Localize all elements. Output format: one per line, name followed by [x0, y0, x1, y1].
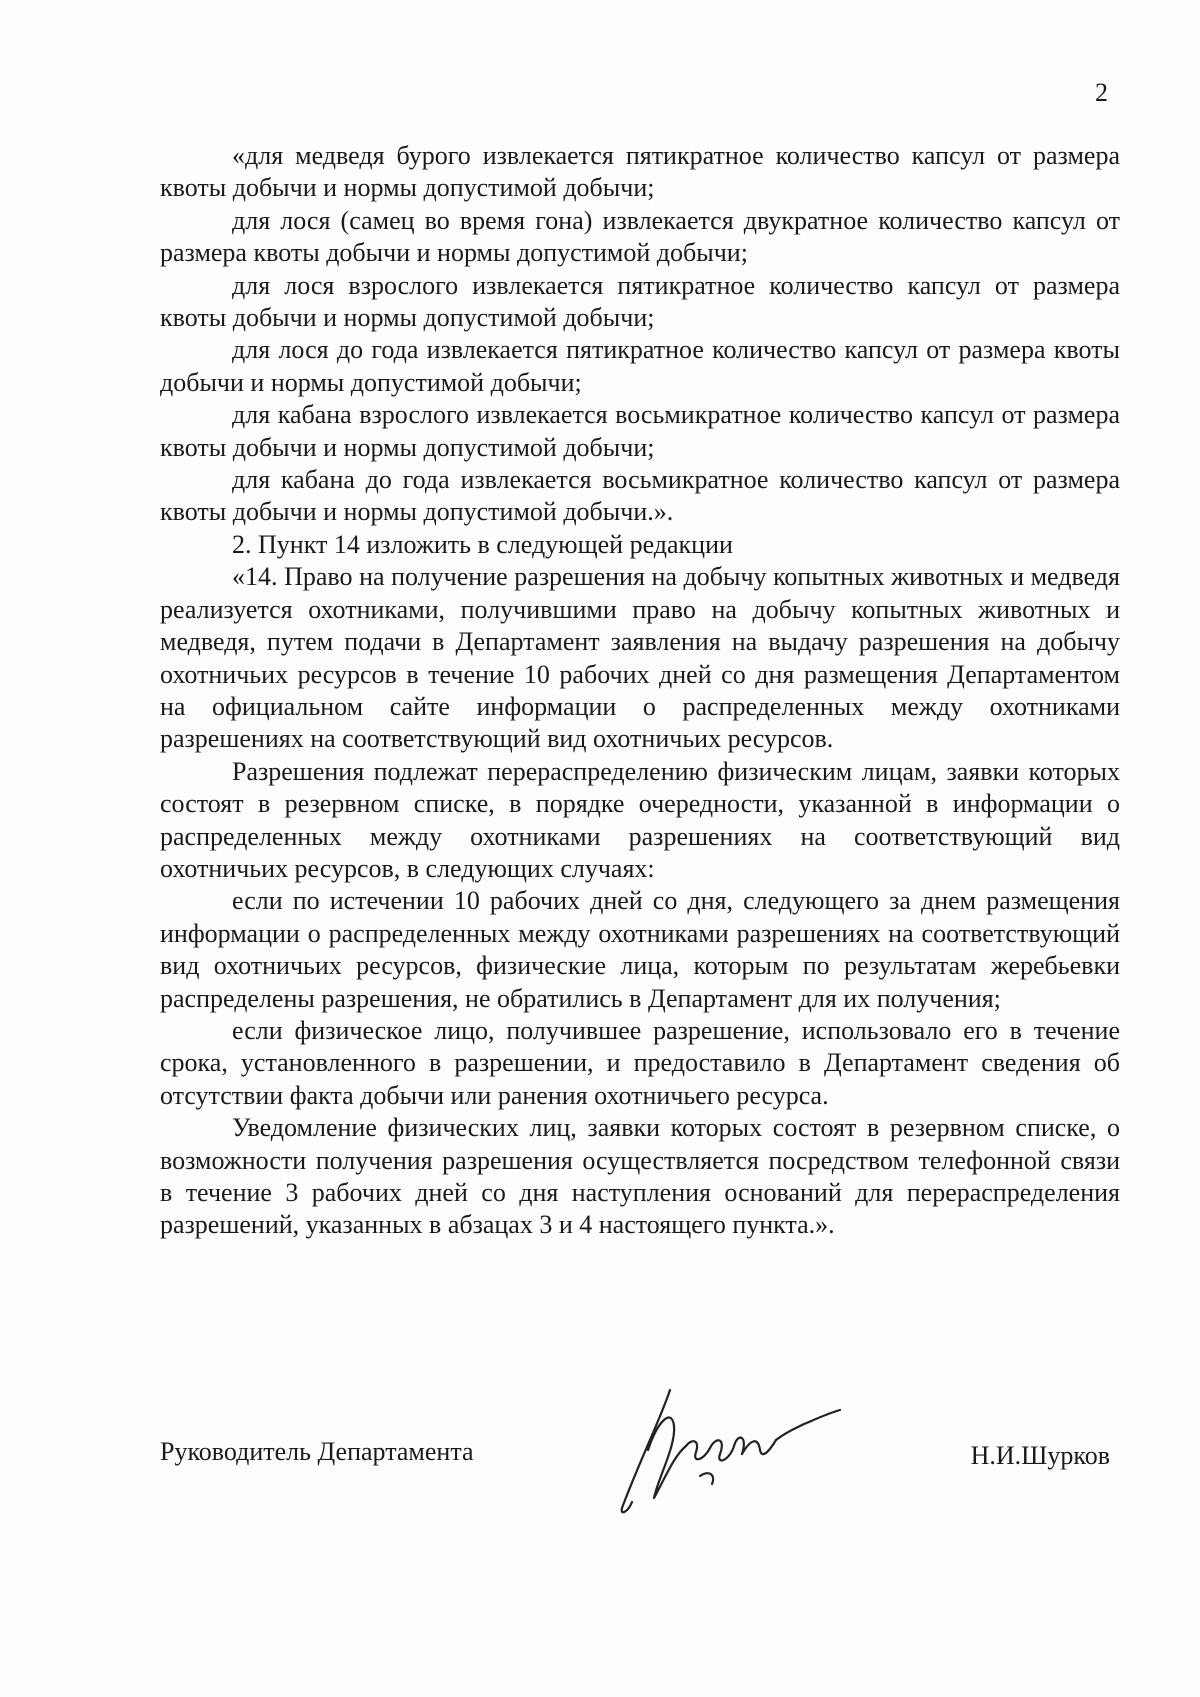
paragraph: для кабана взрослого извлекается восьмикратное количество капсул от размера квоты добычи и нормы допустимой добычи;	[160, 400, 1120, 462]
paragraph: Разрешения подлежат перераспределению физическим лицам, заявки которых состоят в резервном списке, в порядке очередности, указанной в информации о распределенных между охотниками разрешениях на соответствующий вид охотничьих ресурсов, в следующих случаях:	[160, 756, 1120, 883]
paragraph: «14. Право на получение разрешения на добычу копытных животных и медведя реализуется охотниками, получившими право на добычу копытных животных и медведя, путем подачи в Департамент заявления на выдачу разрешения на добычу охотничьих ресурсов в течение 10 рабочих дней со дня размещения Департаментом на официальном сайте информации о распределенных между охотниками разрешениях на соответствующий вид охотничьих ресурсов.	[160, 562, 1120, 754]
signer-name: Н.И.Шурков	[970, 1441, 1110, 1470]
paragraph: для лося (самец во время гона) извлекается двукратное количество капсул от размера квоты добычи и нормы допустимой добычи;	[160, 205, 1120, 268]
paragraph: Уведомление физических лиц, заявки которых состоят в резервном списке, о возможности получения разрешения осуществляется посредством телефонной связи в течение 3 рабочих дней со дня наступления оснований для перераспределения разрешений, указанных в абзацах 3 и 4 настоящего пункта.».	[160, 1113, 1120, 1240]
document-body	[160, 140, 1120, 1242]
paragraph: «для медведя бурого извлекается пятикратное количество капсул от размера квоты добычи и нормы допустимой добычи;	[160, 141, 1120, 203]
signer-position: Руководитель Департамента	[160, 1437, 474, 1466]
paragraph: 2. Пункт 14 изложить в следующей редакции	[232, 529, 733, 559]
page-number: 2	[1095, 78, 1108, 107]
paragraph: для кабана до года извлекается восьмикратное количество капсул от размера квоты добычи и нормы допустимой добычи.».	[160, 465, 1120, 527]
handwritten-signature	[600, 1380, 860, 1530]
paragraph: если физическое лицо, получившее разрешение, использовало его в течение срока, установленного в разрешении, и предоставило в Департамент сведения об отсутствии факта добычи или ранения охотничьего ресурса.	[160, 1015, 1120, 1110]
paragraph: для лося до года извлекается пятикратное количество капсул от размера квоты добычи и нормы допустимой добычи;	[160, 335, 1120, 397]
signature-block	[160, 1400, 1120, 1520]
paragraph: для лося взрослого извлекается пятикратное количество капсул от размера квоты добычи и нормы допустимой добычи;	[160, 270, 1120, 333]
paragraph: если по истечении 10 рабочих дней со дня, следующего за днем размещения информации о распределенных между охотниками разрешениях на соответствующий вид охотничьих ресурсов, физические лица, которым по результатам жеребьевки распределены разрешения, не обратились в Департамент для их получения;	[160, 886, 1120, 1013]
